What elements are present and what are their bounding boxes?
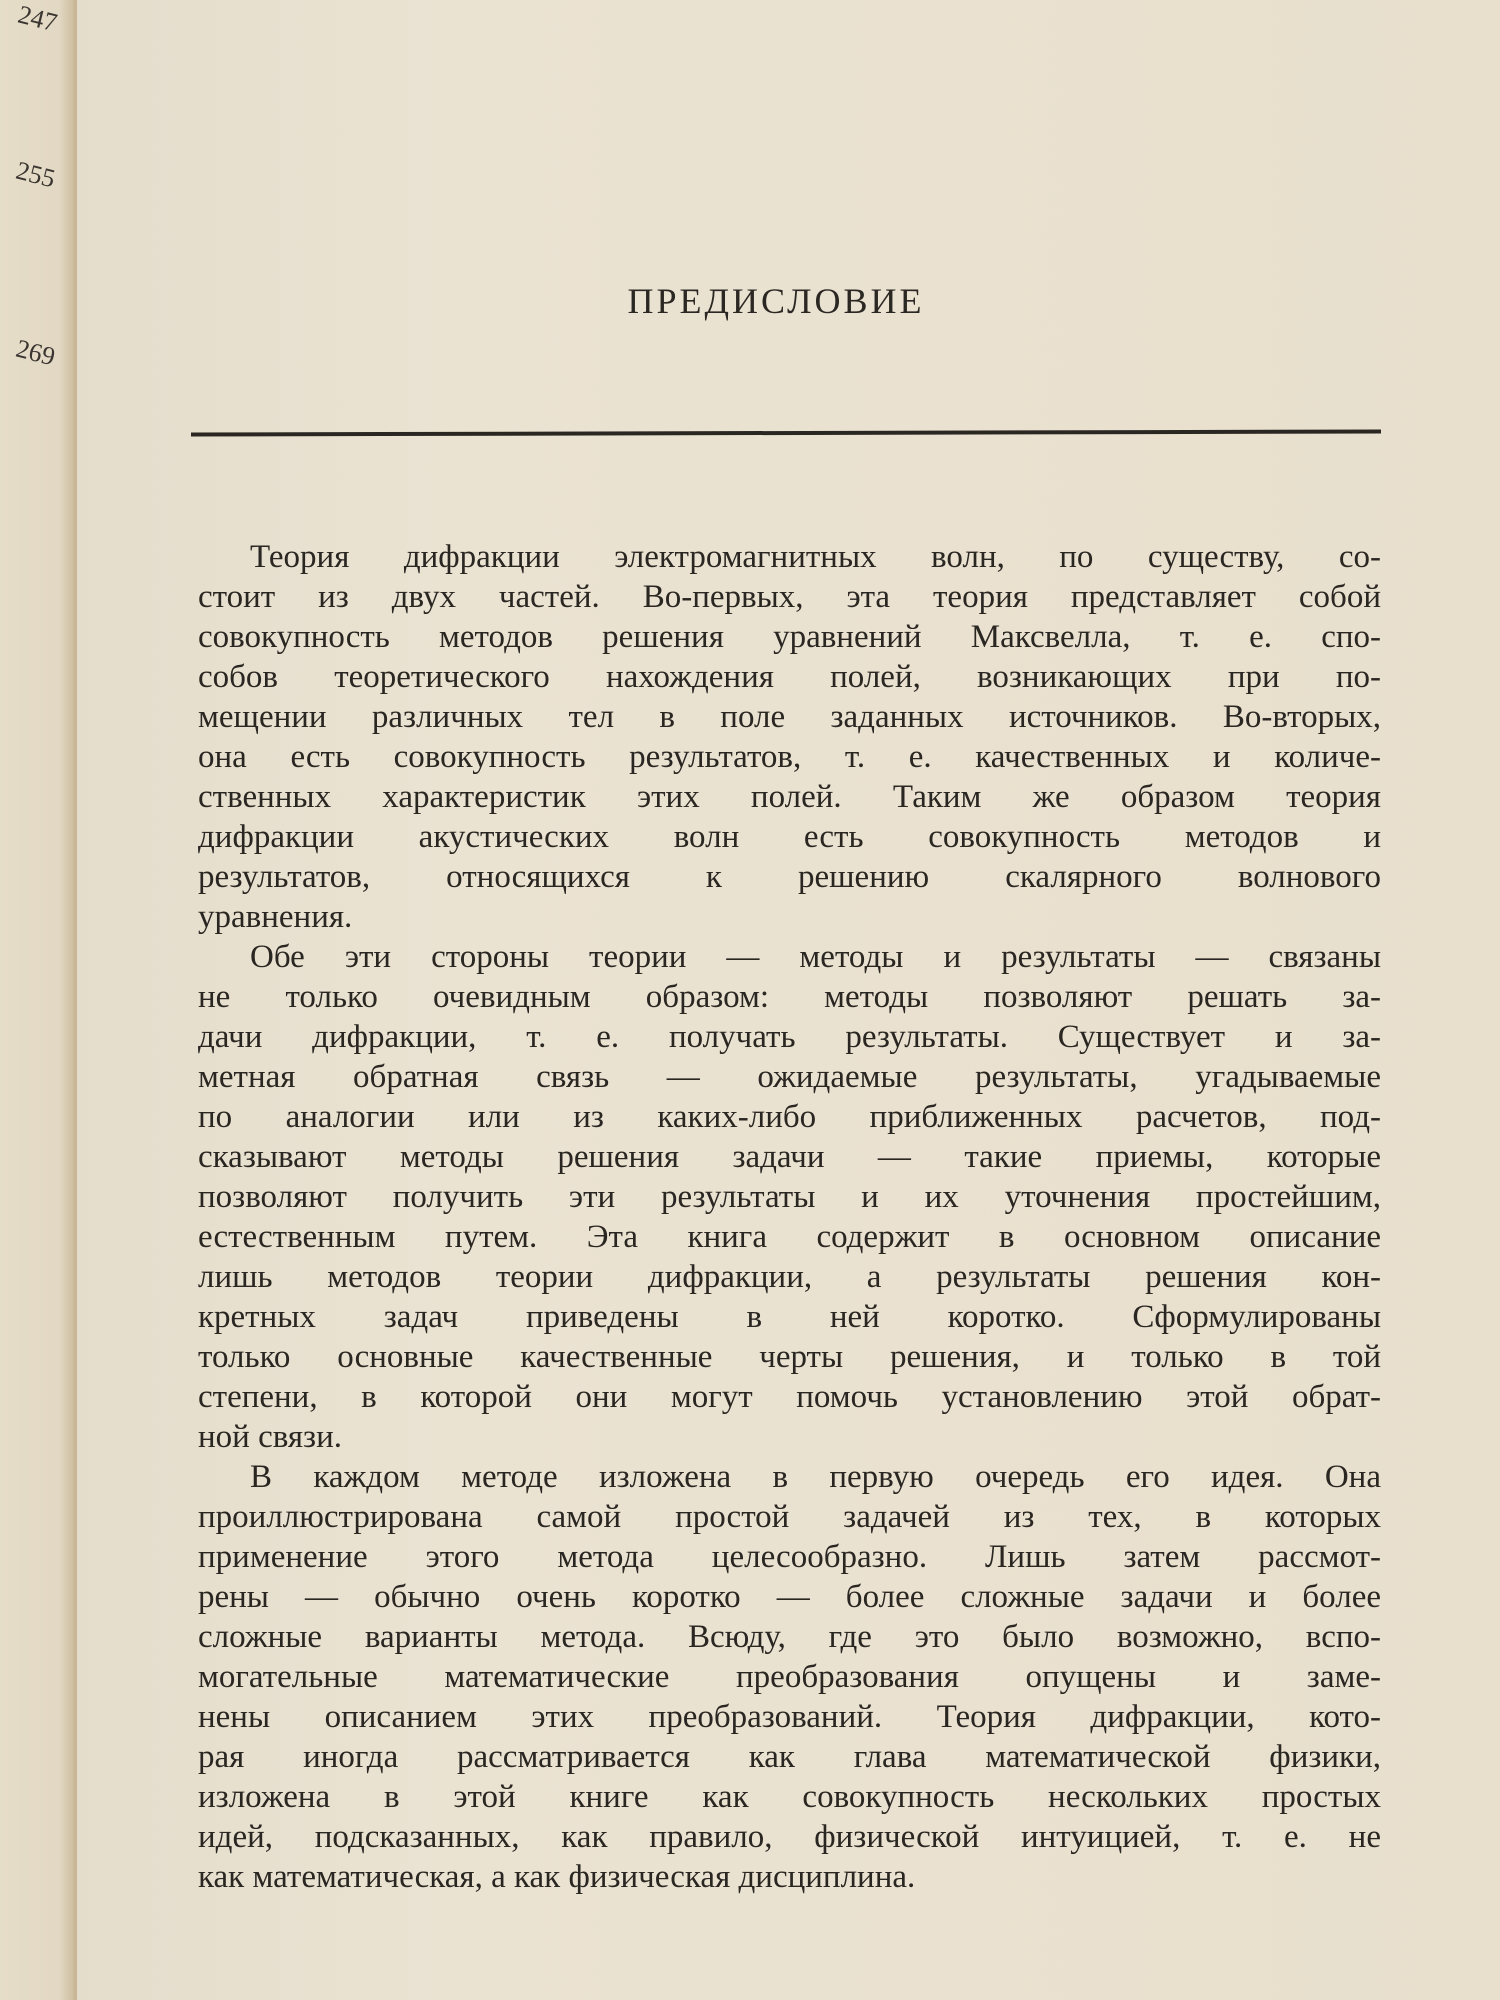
text-line: стоит из двух частей. Во-первых, эта теория представляет собой	[198, 579, 1381, 615]
text-line: кретных задач приведены в ней коротко. Сформулированы	[198, 1299, 1381, 1335]
text-line: сказывают методы решения задачи — такие приемы, которые	[198, 1139, 1381, 1175]
text-line: естественным путем. Эта книга содержит в основном описание	[198, 1219, 1381, 1255]
text-line: собов теоретического нахождения полей, возникающих при по-	[198, 659, 1381, 695]
text-line: рены — обычно очень коротко — более сложные задачи и более	[198, 1579, 1381, 1615]
text-line: она есть совокупность результатов, т. е. качественных и количе-	[198, 739, 1381, 775]
text-line: уравнения.	[198, 899, 353, 935]
text-line: Обе эти стороны теории — методы и результаты — связаны	[250, 939, 1381, 975]
chapter-title: ПРЕДИСЛОВИЕ	[627, 281, 925, 321]
page-number: 247	[15, 0, 61, 38]
text-line: мещении различных тел в поле заданных источников. Во-вторых,	[198, 699, 1381, 735]
text-line: только основные качественные черты решения, и только в той	[198, 1339, 1381, 1375]
text-line: метная обратная связь — ожидаемые результаты, угадываемые	[198, 1059, 1381, 1095]
text-line: как математическая, а как физическая дисциплина.	[198, 1859, 916, 1895]
text-line: лишь методов теории дифракции, а результаты решения кон-	[198, 1259, 1381, 1295]
text-line: проиллюстрирована самой простой задачей из тех, в которых	[198, 1499, 1381, 1535]
text-line: В каждом методе изложена в первую очередь его идея. Она	[250, 1459, 1381, 1495]
text-line: ной связи.	[198, 1419, 342, 1455]
text-line: сложные варианты метода. Всюду, где это было возможно, вспо-	[198, 1619, 1381, 1655]
page-number: 269	[13, 333, 59, 372]
text-line: степени, в которой они могут помочь установлению этой обрат-	[198, 1379, 1381, 1415]
text-line: изложена в этой книге как совокупность нескольких простых	[198, 1779, 1381, 1815]
text-line: совокупность методов решения уравнений Максвелла, т. е. спо-	[198, 619, 1381, 655]
text-line: рая иногда рассматривается как глава математической физики,	[198, 1739, 1381, 1775]
text-line: ственных характеристик этих полей. Таким же образом теория	[198, 779, 1381, 815]
paragraph	[198, 1457, 1381, 1897]
text-line: нены описанием этих преобразований. Теория дифракции, кото-	[198, 1699, 1381, 1735]
text-line: результатов, относящихся к решению скалярного волнового	[198, 859, 1381, 895]
text-line: не только очевидным образом: методы позволяют решать за-	[198, 979, 1381, 1015]
text-line: могательные математические преобразования опущены и заме-	[198, 1659, 1381, 1695]
paragraph	[198, 537, 1381, 937]
page-number: 255	[13, 155, 59, 194]
paragraph	[198, 937, 1381, 1457]
text-line: дачи дифракции, т. е. получать результаты. Существует и за-	[198, 1019, 1381, 1055]
text-line: применение этого метода целесообразно. Лишь затем рассмот-	[198, 1539, 1381, 1575]
text-line: дифракции акустических волн есть совокупность методов и	[198, 819, 1381, 855]
text-line: идей, подсказанных, как правило, физической интуицией, т. е. не	[198, 1819, 1381, 1855]
body-text	[198, 537, 1381, 1897]
text-line: Теория дифракции электромагнитных волн, по существу, со-	[250, 539, 1381, 575]
text-line: позволяют получить эти результаты и их уточнения простейшим,	[198, 1179, 1381, 1215]
text-line: по аналогии или из каких-либо приближенных расчетов, под-	[198, 1099, 1381, 1135]
title-rule	[191, 429, 1381, 436]
